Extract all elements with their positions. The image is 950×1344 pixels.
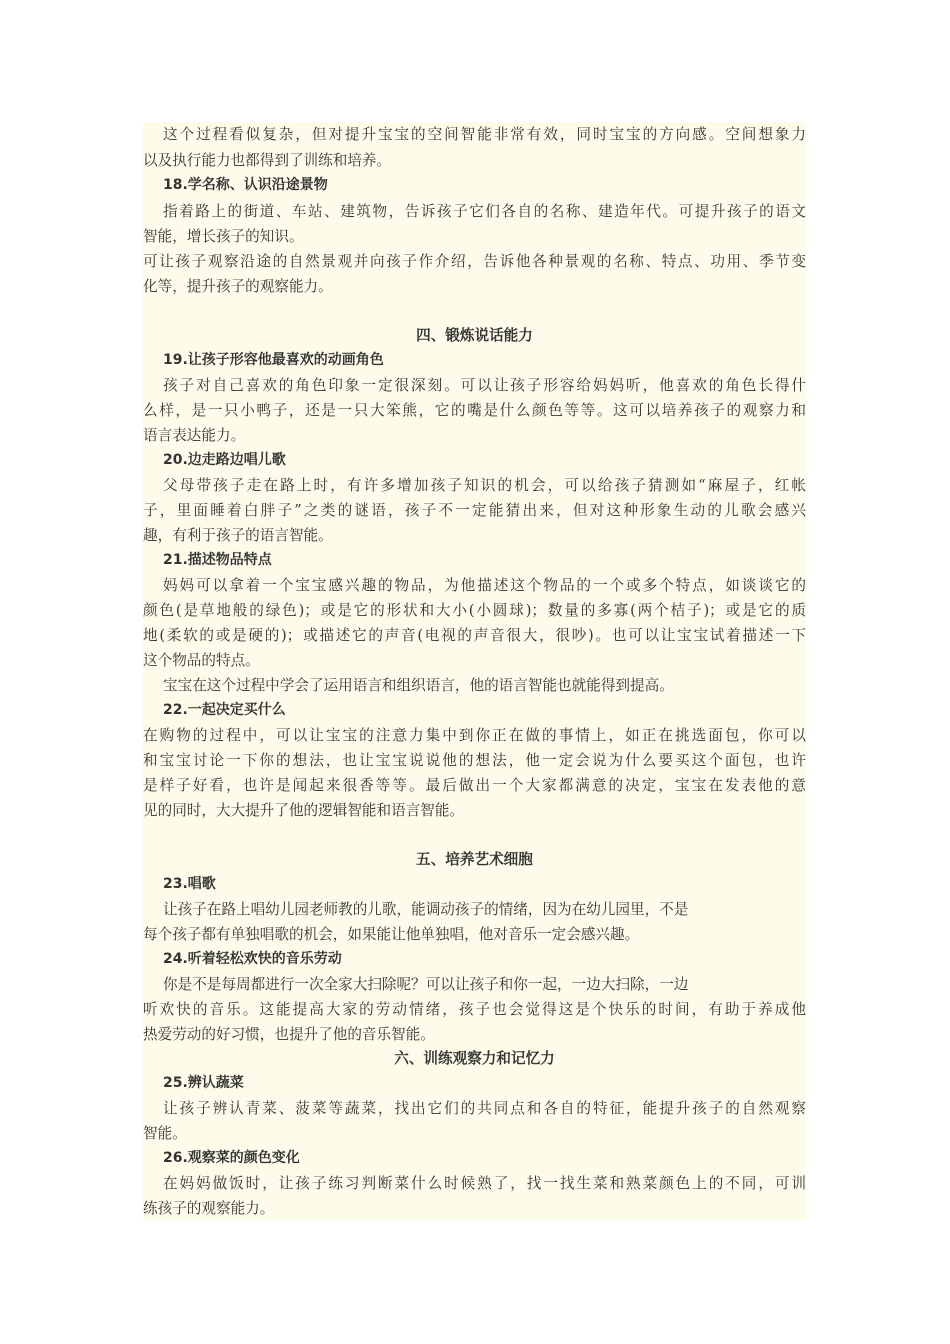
item-heading-21: 21.描述物品特点 — [163, 552, 272, 568]
paragraph-line: 在购物的过程中，可以让宝宝的注意力集中到你正在做的事情上，如正在挑选面包，你可以 — [143, 727, 806, 744]
item-heading-25: 25.辨认蔬菜 — [163, 1075, 244, 1091]
paragraph-line: 让孩子辨认青菜、菠菜等蔬菜，找出它们的共同点和各自的特征，能提升孩子的自然观察 — [163, 1100, 806, 1117]
section-heading-4: 四、锻炼说话能力 — [416, 327, 533, 344]
paragraph-line: 这个物品的特点。 — [143, 652, 260, 669]
paragraph-line: 智能。 — [143, 1125, 187, 1142]
paragraph-line: 颜色(是草地般的绿色)；或是它的形状和大小(小圆球)；数量的多寡(两个桔子)；或是它的质 — [143, 602, 806, 619]
paragraph-line: 每个孩子都有单独唱歌的机会，如果能让他单独唱，他对音乐一定会感兴趣。 — [143, 926, 640, 943]
paragraph-line: 这个过程看似复杂，但对提升宝宝的空间智能非常有效，同时宝宝的方向感。空间想象力 — [163, 126, 806, 143]
section-heading-5: 五、培养艺术细胞 — [416, 851, 533, 868]
paragraph-line: 宝宝在这个过程中学会了运用语言和组织语言，他的语言智能也就能得到提高。 — [163, 677, 674, 694]
item-heading-23: 23.唱歌 — [163, 876, 216, 892]
paragraph-line: 和宝宝讨论一下你的想法，也让宝宝说说他的想法，他一定会说为什么要买这个面包，也许 — [143, 752, 806, 769]
paragraph-line: 以及执行能力也都得到了训练和培养。 — [143, 152, 392, 169]
paragraph-line: 子，里面睡着白胖子”之类的谜语，孩子不一定能猜出来，但对这种形象生动的儿歌会感兴 — [143, 502, 806, 519]
paragraph-line: 趣，有利于孩子的语言智能。 — [143, 527, 333, 544]
paragraph-line: 听欢快的音乐。这能提高大家的劳动情绪，孩子也会觉得这是个快乐的时间，有助于养成他 — [143, 1001, 806, 1018]
item-heading-19: 19.让孩子形容他最喜欢的动画角色 — [163, 352, 384, 368]
item-heading-20: 20.边走路边唱儿歌 — [163, 452, 286, 468]
item-heading-22: 22.一起决定买什么 — [163, 702, 286, 718]
paragraph-line: 练孩子的观察能力。 — [143, 1200, 275, 1217]
paragraph-line: 么样，是一只小鸭子，还是一只大笨熊，它的嘴是什么颜色等等。这可以培养孩子的观察力和 — [143, 402, 806, 419]
paragraph-line: 地(柔软的或是硬的)；或描述它的声音(电视的声音很大，很吵)。也可以让宝宝试着描述一下 — [143, 627, 806, 644]
paragraph-line: 父母带孩子走在路上时，有许多增加孩子知识的机会，可以给孩子猜测如“麻屋子，红帐 — [163, 477, 806, 494]
paragraph-line: 化等，提升孩子的观察能力。 — [143, 278, 333, 295]
paragraph-line: 语言表达能力。 — [143, 427, 246, 444]
paragraph-line: 是样子好看，也许是闻起来很香等等。最后做出一个大家都满意的决定，宝宝在发表他的意 — [143, 777, 806, 794]
paragraph-line: 孩子对自己喜欢的角色印象一定很深刻。可以让孩子形容给妈妈听，他喜欢的角色长得什 — [163, 377, 806, 394]
paragraph-line: 指着路上的街道、车站、建筑物，告诉孩子它们各自的名称、建造年代。可提升孩子的语文 — [163, 203, 806, 220]
paragraph-line: 妈妈可以拿着一个宝宝感兴趣的物品，为他描述这个物品的一个或多个特点，如谈谈它的 — [163, 577, 806, 594]
item-heading-24: 24.听着轻松欢快的音乐劳动 — [163, 951, 342, 967]
paragraph-line: 可让孩子观察沿途的自然景观并向孩子作介绍，告诉他各种景观的名称、特点、功用、季节变 — [143, 253, 806, 270]
paragraph-line: 在妈妈做饭时，让孩子练习判断菜什么时候熟了，找一找生菜和熟菜颜色上的不同，可训 — [163, 1175, 806, 1192]
item-heading-18: 18.学名称、认识沿途景物 — [163, 177, 328, 193]
item-heading-26: 26.观察菜的颜色变化 — [163, 1150, 300, 1166]
paragraph-line: 热爱劳动的好习惯，也提升了他的音乐智能。 — [143, 1026, 435, 1043]
section-heading-6: 六、训练观察力和记忆力 — [394, 1050, 555, 1067]
paragraph-line: 让孩子在路上唱幼儿园老师教的儿歌，能调动孩子的情绪，因为在幼儿园里，不是 — [163, 901, 689, 918]
paragraph-line: 你是不是每周都进行一次全家大扫除呢？可以让孩子和你一起，一边大扫除，一边 — [163, 976, 689, 993]
paragraph-line: 智能，增长孩子的知识。 — [143, 228, 304, 245]
paragraph-line: 见的同时，大大提升了他的逻辑智能和语言智能。 — [143, 802, 465, 819]
